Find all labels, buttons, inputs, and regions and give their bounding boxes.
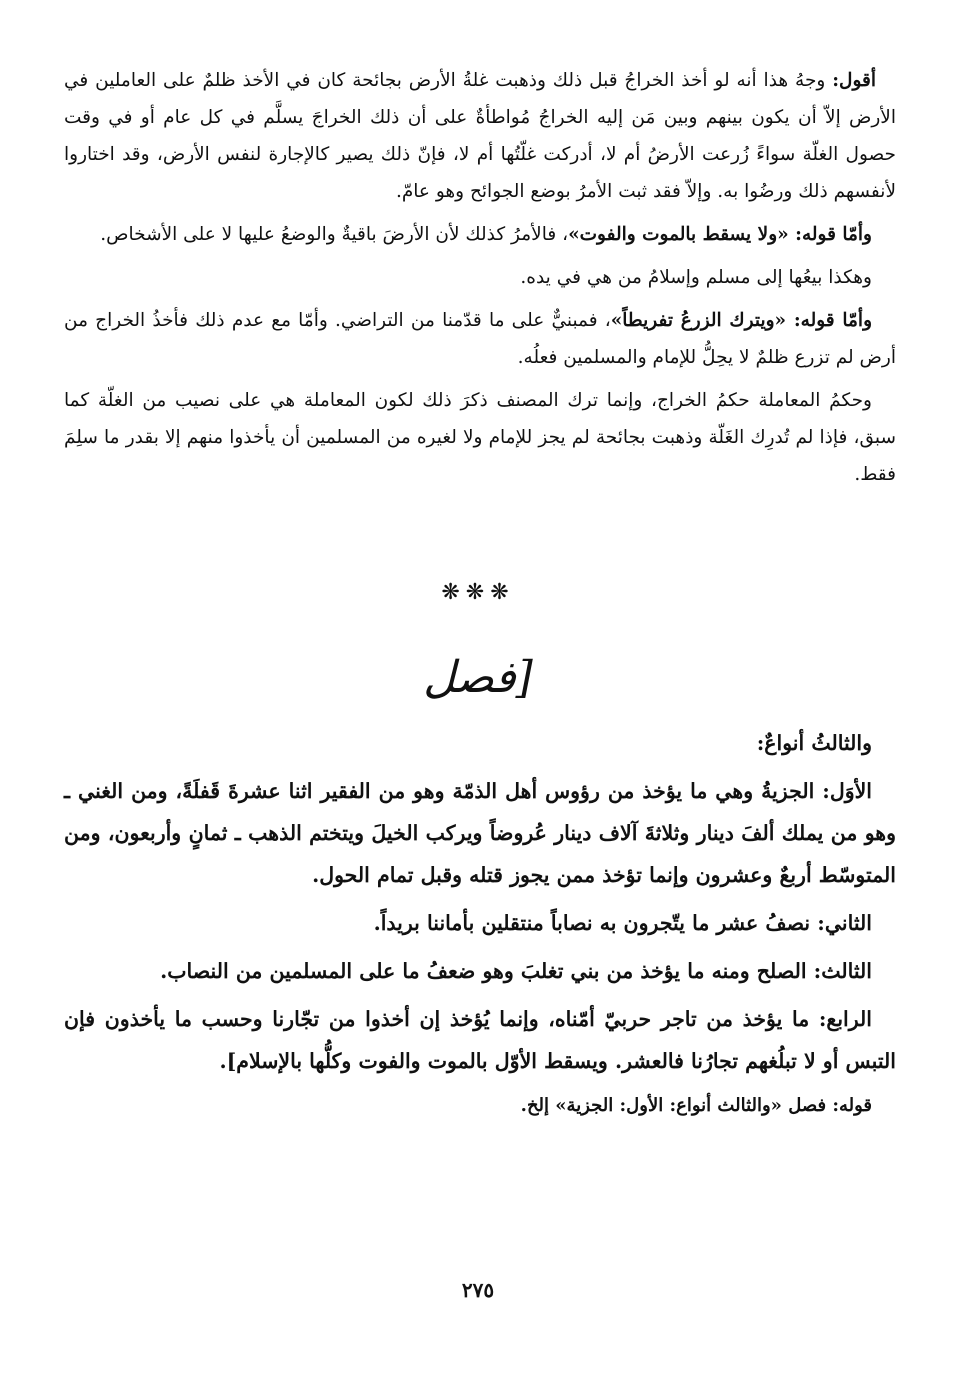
paragraph-lead: أقول: bbox=[832, 70, 876, 91]
paragraph-text: ، فالأمرُ كذلك لأن الأرضَ باقيةٌ والوضعُ عليها لا على الأشخاص. bbox=[100, 224, 569, 245]
paragraph-lead: وأمّا قوله: «ولا يسقط بالموت والفوت» bbox=[568, 224, 872, 245]
paragraph-text: وهكذا بيعُها إلى مسلم وإسلامُ من هي في يده. bbox=[520, 267, 872, 288]
commentary-note: قوله: فصل «والثالث أنواع: الأول: الجزية» إلخ. bbox=[520, 1095, 872, 1116]
paragraph bbox=[64, 302, 896, 376]
paragraph bbox=[64, 382, 896, 493]
paragraph-text: وجهُ هذا أنه لو أخذ الخراجُ قبل ذلك وذهبت غلةُ الأرض بجائحة كان في الأخذ ظلمٌ على العاملين في الأرض إلاّ أن يكون بينهم وبين مَن إليه الخراجُ مُواطأةٌ على أن ذلك الخراجَ يسلَّم في كل عام أو في وقت حصول الغلّة سواءً زُرعت الأرضُ أم لا، أدركت غلّتُها أم لا، فإنّ ذلك يصير كالإجارة لنفس الأرض، وقد اختاروا لأنفسهم ذلك ورضُوا به. وإلاّ فقد ثبت الأمرُ بوضع الجوائح وهو عامّ. bbox=[64, 70, 896, 202]
paragraph bbox=[64, 62, 896, 210]
main-text-section bbox=[64, 722, 896, 1130]
paragraph-text: وحكمُ المعاملة حكمُ الخراج، وإنما ترك المصنف ذكرَ ذلك لكون المعاملة هي على نصيب من الغلّة كما سبق، فإذا لم تُدرِك الغَلّة وذهبت بجائحة لم يجز للإمام ولا لغيره من المسلمين أن يأخذوا منهم إلا بقدر ما سلِمَ فقط. bbox=[64, 390, 896, 485]
main-paragraph-first: الأوَل: الجزيةُ وهي ما يؤخذ من رؤوس أهل الذمّة وهو من الفقير اثنا عشرةَ قَفلَةً، ومن الغني ـ وهو من يملك ألفَ دينار وثلاثةَ آلاف دينار عُروضاً ويركب الخيلَ ويتختم الذهب ـ ثمانٍ وأربعون، ومن المتوسّط أربعٌ وعشرون وإنما تؤخذ ممن يجوز قتله وقبل تمام الحول. bbox=[64, 779, 896, 887]
commentary-section bbox=[64, 62, 896, 499]
section-heading: [فصل bbox=[423, 652, 533, 703]
main-paragraph-fourth: الرابع: ما يؤخذ من تاجر حربيّ أمّناه، وإنما يُؤخذ إن أخذوا من تجّارنا وحسب ما يأخذون فإن التبس أو لا تبلُغهم تجارُنا فالعشر. ويسقط الأوّل بالموت والفوت وكلُّها بالإسلام]. bbox=[64, 1007, 896, 1073]
main-intro: والثالثُ أنواعٌ: bbox=[756, 731, 872, 755]
main-paragraph-second: الثاني: نصفُ عشر ما يتّجرون به نصاباً منتقلين بأماننا بريداً. bbox=[373, 911, 872, 935]
page-number: ٢٧٥ bbox=[461, 1278, 495, 1302]
paragraph-text: ، فمبنيٌّ على ما قدّمنا من التراضي. وأمّا مع عدم ذلك فأخذُ الخراج من أرض لم تزرع ظلمٌ لا يحِلُّ للإمام والمسلمين فعلُه. bbox=[64, 310, 896, 368]
paragraph-lead: وأمّا قوله: «ويترك الزرعُ تفريطاً» bbox=[610, 310, 873, 331]
section-separator: ❋❋❋ bbox=[441, 580, 515, 605]
main-paragraph-third: الثالث: الصلح ومنه ما يؤخذ من بني تغلبَ وهو ضعفُ ما على المسلمين من النصاب. bbox=[160, 959, 872, 983]
paragraph bbox=[64, 259, 896, 296]
paragraph bbox=[64, 216, 896, 253]
